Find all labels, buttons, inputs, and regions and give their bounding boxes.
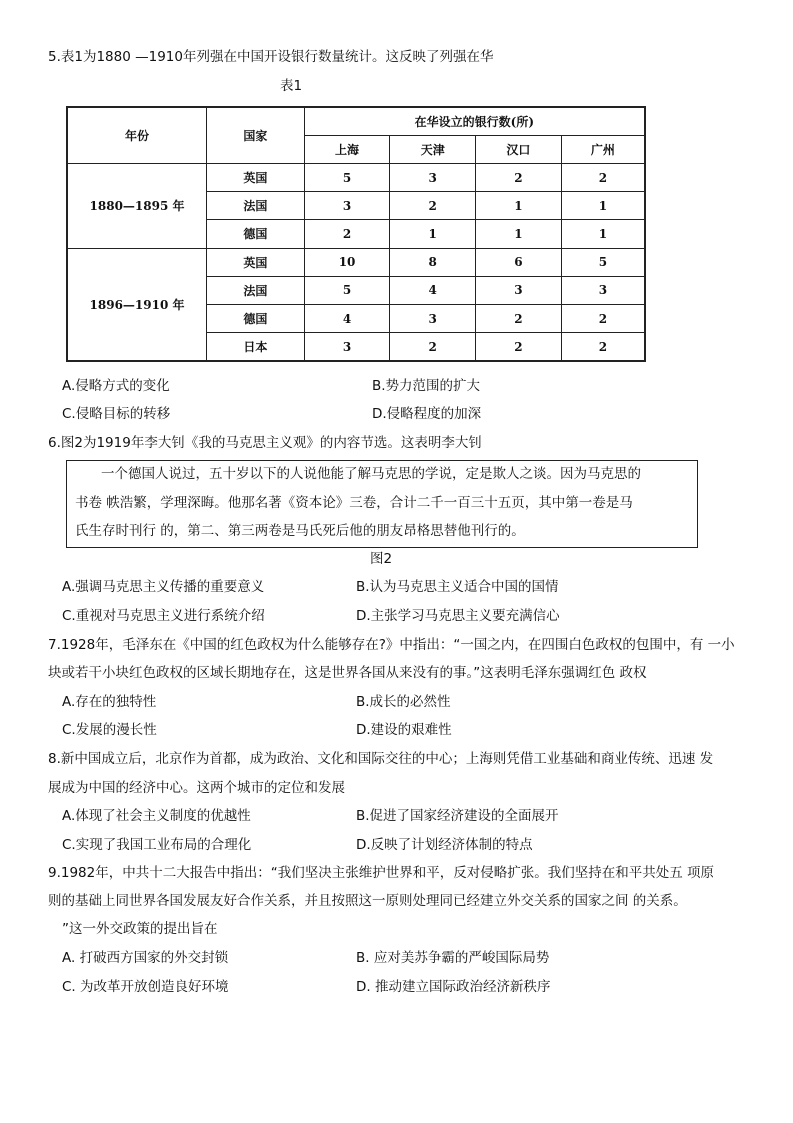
value-cell: 3 xyxy=(476,276,562,304)
quote-line: 书卷 帙浩繁，学理深晦。他那名著《资本论》三卷，合计二千一百三十五页，其中第一卷是马 xyxy=(75,495,633,511)
country-cell: 法国 xyxy=(207,276,305,304)
table-caption: 表1 xyxy=(280,78,303,94)
q9-stem-line: 9.1982年，中共十二大报告中指出：“我们坚决主张维护世界和平，反对侵略扩张。我们坚持在和平共处五 项原 xyxy=(48,865,715,881)
q5-option-c: C.侵略目标的转移 xyxy=(62,406,171,422)
country-cell: 英国 xyxy=(207,163,305,191)
value-cell: 4 xyxy=(304,305,390,333)
value-cell: 1 xyxy=(476,192,562,220)
q7-stem-line: 块或若干小块红色政权的区域长期地存在，这是世界各国从来没有的事。”这表明毛泽东强调红色 政权 xyxy=(48,665,647,681)
q9-option-c: C. 为改革开放创造良好环境 xyxy=(62,979,229,995)
header-city: 汉口 xyxy=(476,135,562,163)
quote-box xyxy=(66,460,698,548)
value-cell: 4 xyxy=(390,276,476,304)
value-cell: 3 xyxy=(390,305,476,333)
q8-stem-line: 8.新中国成立后，北京作为首都，成为政治、文化和国际交往的中心；上海则凭借工业基础和商业传统、迅速 发 xyxy=(48,751,714,767)
q7-option-b: B.成长的必然性 xyxy=(356,694,451,710)
value-cell: 6 xyxy=(476,248,562,276)
value-cell: 2 xyxy=(561,333,645,361)
value-cell: 2 xyxy=(390,192,476,220)
bank-table xyxy=(66,106,646,362)
header-city: 广州 xyxy=(561,135,645,163)
value-cell: 3 xyxy=(304,333,390,361)
q8-option-d: D.反映了计划经济体制的特点 xyxy=(356,837,533,853)
q6-option-c: C.重视对马克思主义进行系统介绍 xyxy=(62,608,265,624)
period-label: 1896—1910 年 xyxy=(67,248,207,361)
table-row xyxy=(67,248,645,276)
value-cell: 2 xyxy=(476,163,562,191)
value-cell: 3 xyxy=(390,163,476,191)
figure-caption: 图2 xyxy=(370,551,393,567)
country-cell: 德国 xyxy=(207,220,305,248)
header-year: 年份 xyxy=(67,107,207,163)
period-label: 1880—1895 年 xyxy=(67,163,207,248)
value-cell: 1 xyxy=(390,220,476,248)
q9-option-d: D. 推动建立国际政治经济新秩序 xyxy=(356,979,551,995)
q6-option-a: A.强调马克思主义传播的重要意义 xyxy=(62,579,265,595)
value-cell: 1 xyxy=(561,220,645,248)
q9-stem-line: 则的基础上同世界各国发展友好合作关系，并且按照这一原则处理同已经建立外交关系的国家之间 的关系。 xyxy=(48,893,687,909)
q7-option-c: C.发展的漫长性 xyxy=(62,722,157,738)
q6-option-d: D.主张学习马克思主义要充满信心 xyxy=(356,608,560,624)
q8-option-a: A.体现了社会主义制度的优越性 xyxy=(62,808,251,824)
value-cell: 5 xyxy=(561,248,645,276)
value-cell: 5 xyxy=(304,163,390,191)
value-cell: 2 xyxy=(561,163,645,191)
value-cell: 2 xyxy=(561,305,645,333)
quote-line: 氏生存时刊行 的，第二、第三两卷是马氏死后他的朋友昂格思替他刊行的。 xyxy=(75,523,525,539)
q5-option-b: B.势力范围的扩大 xyxy=(372,378,481,394)
country-cell: 英国 xyxy=(207,248,305,276)
value-cell: 2 xyxy=(390,333,476,361)
value-cell: 1 xyxy=(561,192,645,220)
q6-stem: 6.图2为1919年李大钊《我的马克思主义观》的内容节选。这表明李大钊 xyxy=(48,435,482,451)
q9-stem-line: ”这一外交政策的提出旨在 xyxy=(62,921,218,937)
value-cell: 3 xyxy=(561,276,645,304)
q5-stem: 5.表1为1880 —1910年列强在中国开设银行数量统计。这反映了列强在华 xyxy=(48,49,494,65)
country-cell: 法国 xyxy=(207,192,305,220)
q6-option-b: B.认为马克思主义适合中国的国情 xyxy=(356,579,559,595)
q7-option-d: D.建设的艰难性 xyxy=(356,722,452,738)
q9-option-a: A. 打破西方国家的外交封锁 xyxy=(62,950,229,966)
header-country: 国家 xyxy=(207,107,305,163)
value-cell: 2 xyxy=(304,220,390,248)
q5-option-a: A.侵略方式的变化 xyxy=(62,378,170,394)
country-cell: 德国 xyxy=(207,305,305,333)
value-cell: 5 xyxy=(304,276,390,304)
value-cell: 1 xyxy=(476,220,562,248)
header-city: 天津 xyxy=(390,135,476,163)
country-cell: 日本 xyxy=(207,333,305,361)
value-cell: 3 xyxy=(304,192,390,220)
header-bank-count: 在华设立的银行数(所) xyxy=(304,107,645,135)
value-cell: 8 xyxy=(390,248,476,276)
q8-option-c: C.实现了我国工业布局的合理化 xyxy=(62,837,252,853)
q7-option-a: A.存在的独特性 xyxy=(62,694,157,710)
table-row xyxy=(67,163,645,191)
quote-line: 一个德国人说过，五十岁以下的人说他能了解马克思的学说，定是欺人之谈。因为马克思的 xyxy=(101,466,641,482)
value-cell: 10 xyxy=(304,248,390,276)
header-city: 上海 xyxy=(304,135,390,163)
q8-stem-line: 展成为中国的经济中心。这两个城市的定位和发展 xyxy=(48,780,345,796)
value-cell: 2 xyxy=(476,305,562,333)
q9-option-b: B. 应对美苏争霸的严峻国际局势 xyxy=(356,950,550,966)
value-cell: 2 xyxy=(476,333,562,361)
q8-option-b: B.促进了国家经济建设的全面展开 xyxy=(356,808,559,824)
q7-stem-line: 7.1928年，毛泽东在《中国的红色政权为什么能够存在?》中指出：“一国之内，在四围白色政权的包围中，有 一小 xyxy=(48,637,735,653)
q5-option-d: D.侵略程度的加深 xyxy=(372,406,482,422)
